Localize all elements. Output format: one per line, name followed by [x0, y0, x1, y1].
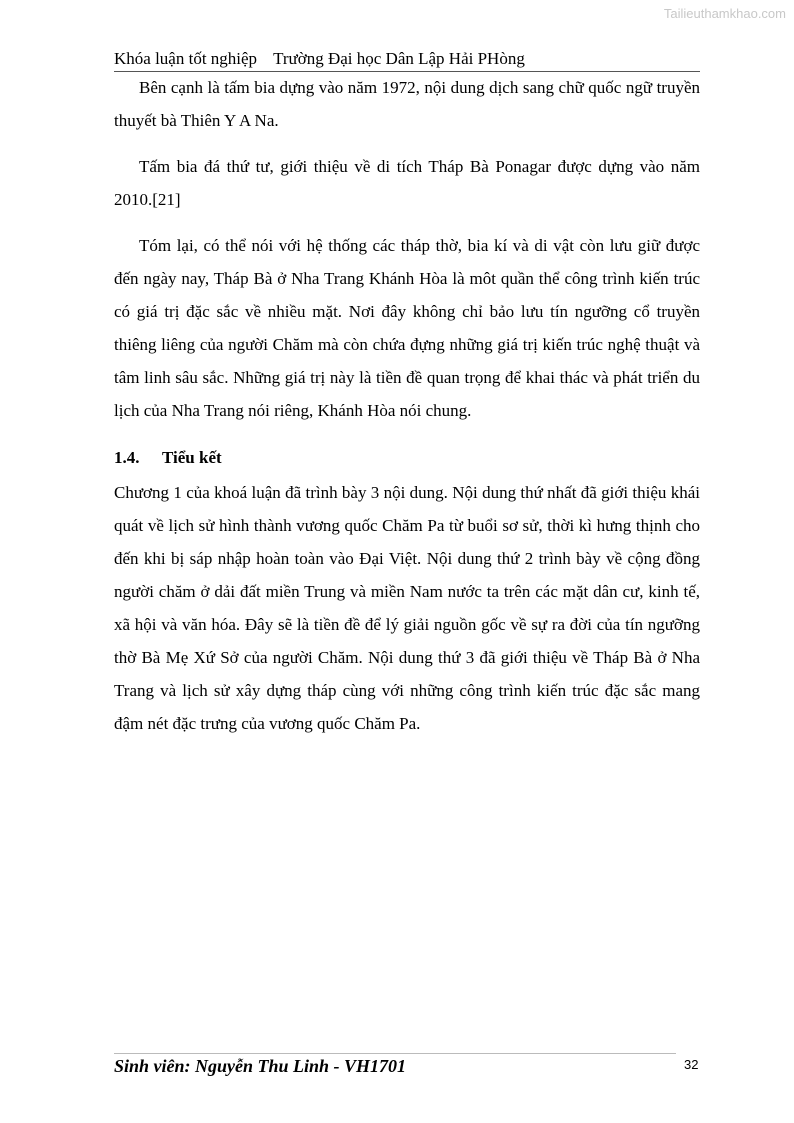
header-thesis-label: Khóa luận tốt nghiệp — [114, 49, 258, 68]
paragraph-summary: Tóm lại, có thể nói với hệ thống các tháp thờ, bia kí và di vật còn lưu giữ được đến ngày nay, Tháp Bà ở Nha Trang Khánh Hòa là môt quần thể công trình kiến trúc có giá trị đặc sắc về nhiều mặt. Nơi đây không chỉ bảo lưu tín ngưỡng cổ truyền thiêng liêng của người Chăm mà còn chứa đựng những giá trị kiến trúc nghệ thuật và tâm linh sâu sắc. Những giá trị này là tiền đề quan trọng để khai thác và phát triển du lịch của Nha Trang nói riêng, Khánh Hòa nói chung. — [114, 236, 700, 420]
page-content — [114, 71, 700, 740]
footer-student-name: Sinh viên: Nguyễn Thu Linh - VH1701 — [114, 1056, 407, 1076]
footer-divider — [114, 1053, 676, 1054]
header-school-name: Trường Đại học Dân Lập Hải PHòng — [273, 49, 525, 68]
paragraph-stele-fourth: Tấm bia đá thứ tư, giới thiệu về di tích Tháp Bà Ponagar được dựng vào năm 2010.[21] — [114, 157, 700, 209]
section-title: Tiểu kết — [162, 448, 222, 467]
page-number: 32 — [684, 1057, 699, 1072]
section-number: 1.4. — [114, 448, 140, 467]
paragraph-stele-1972: Bên cạnh là tấm bia dựng vào năm 1972, nội dung dịch sang chữ quốc ngữ truyền thuyết bà Thiên Y A Na. — [114, 78, 700, 130]
section-heading — [114, 443, 700, 473]
section-body: Chương 1 của khoá luận đã trình bày 3 nội dung. Nội dung thứ nhất đã giới thiệu khái quát về lịch sử hình thành vương quốc Chăm Pa từ buổi sơ sử, thời kì hưng thịnh cho đến khi bị sáp nhập hoàn toàn vào Đại Việt. Nội dung thứ 2 trình bày về cộng đồng người chăm ở dải đất miền Trung và miền Nam nước ta trên các mặt dân cư, kinh tế, xã hội và văn hóa. Đây sẽ là tiền đề để lý giải nguồn gốc về sự ra đời của tín ngưỡng thờ Bà Mẹ Xứ Sở của người Chăm. Nội dung thứ 3 đã giới thiệu về Tháp Bà ở Nha Trang và lịch sử xây dựng tháp cùng với những công trình kiến trúc đặc sắc mang đậm nét đặc trưng của vương quốc Chăm Pa. — [114, 483, 700, 733]
page-header — [114, 48, 700, 72]
watermark-text: Tailieuthamkhao.com — [663, 6, 786, 21]
